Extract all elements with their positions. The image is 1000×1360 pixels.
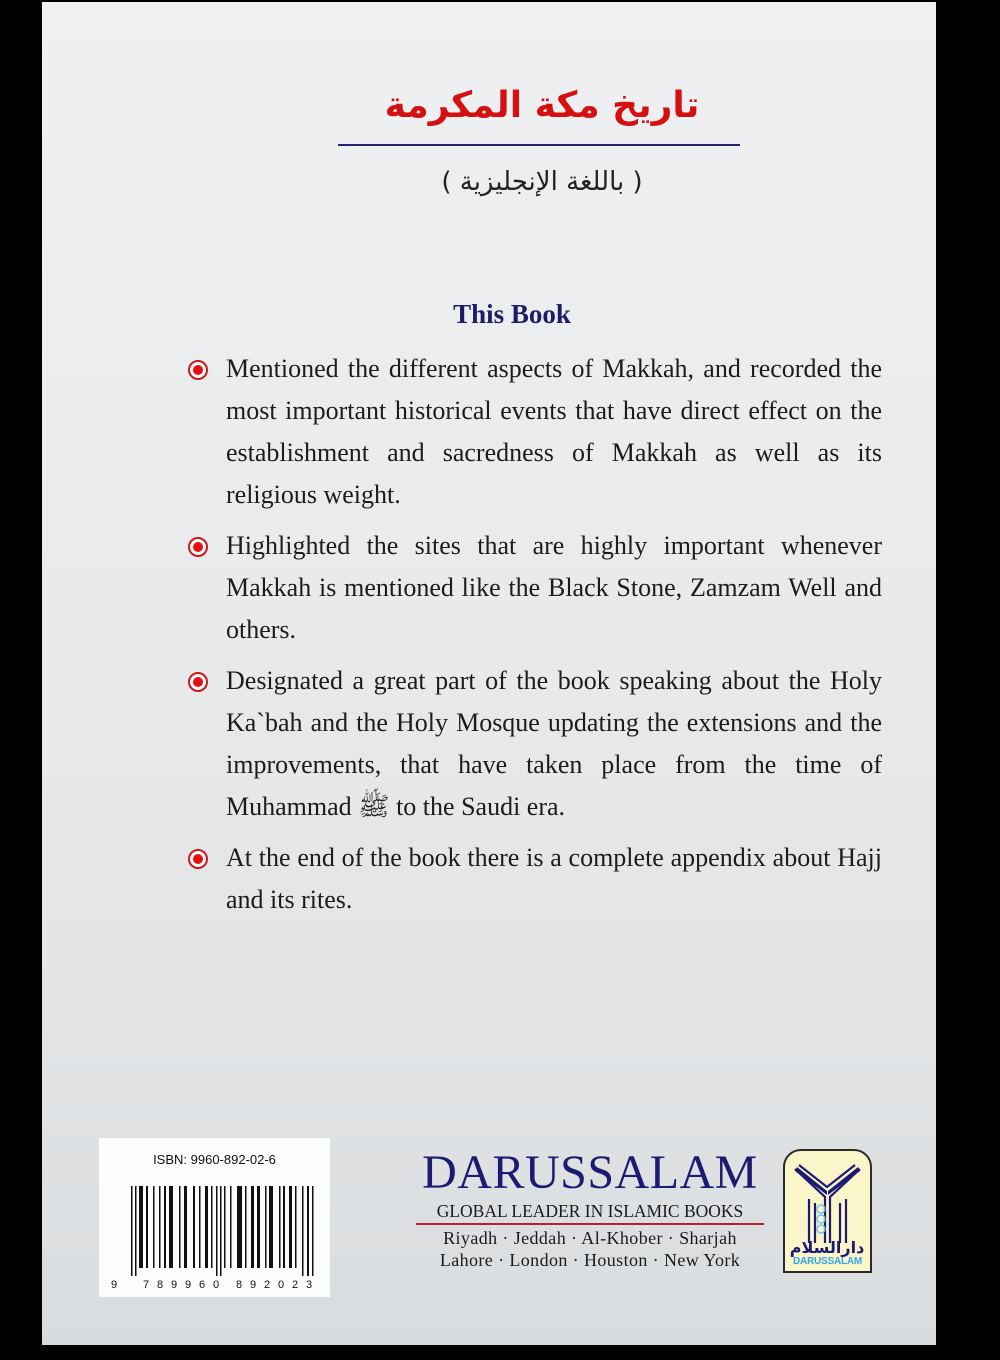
feature-text: Mentioned the different aspects of Makkah, and recorded the most important historical events that have direct effect on the establishment and sacredness of Makkah as well as its religious weight.: [226, 354, 882, 509]
open-book-icon: [785, 1151, 870, 1271]
feature-text: Designated a great part of the book speaking about the Holy Ka`bah and the Holy Mosque updating the extensions and the improvements, that have taken place from the time of Muhammad ﷺ to the Saudi era.: [226, 666, 882, 821]
feature-item: [182, 348, 882, 516]
publisher-name: DARUSSALAM: [422, 1146, 758, 1199]
barcode-label: [99, 1138, 330, 1297]
feature-text: At the end of the book there is a complete appendix about Hajj and its rites.: [226, 843, 882, 914]
svg-text:دارالسلام: دارالسلام: [789, 1238, 865, 1257]
barcode-digit: 9: [250, 1279, 257, 1291]
barcode-digit: 9: [171, 1279, 178, 1291]
red-bullet-icon: [188, 849, 208, 869]
isbn-text: ISBN: 9960-892-02-6: [153, 1152, 276, 1167]
publisher-cities-line2: Lahore · London · Houston · New York: [439, 1250, 741, 1270]
barcode-digit: 3: [306, 1279, 313, 1291]
publisher-logo: [783, 1149, 872, 1273]
publisher-block: [412, 1148, 768, 1271]
feature-item: [182, 525, 882, 651]
barcode-digit: 0: [278, 1279, 285, 1291]
barcode-digit: 7: [143, 1279, 150, 1291]
feature-item: [182, 660, 882, 828]
red-bullet-icon: [188, 672, 208, 692]
barcode-digit: 9: [111, 1279, 118, 1291]
section-heading: This Book: [453, 299, 571, 329]
barcode-digit: 2: [292, 1279, 299, 1291]
red-bullet-icon: [188, 360, 208, 380]
barcode-digit: 6: [199, 1279, 206, 1291]
red-bullet-icon: [188, 537, 208, 557]
barcode-digit: 2: [264, 1279, 271, 1291]
title-divider: [338, 144, 740, 146]
feature-item: [182, 837, 882, 921]
feature-list: [182, 348, 882, 930]
barcode-digit: 0: [213, 1279, 220, 1291]
barcode-digit: 9: [185, 1279, 192, 1291]
barcode-digit: 8: [236, 1279, 243, 1291]
publisher-tagline: GLOBAL LEADER IN ISLAMIC BOOKS: [436, 1201, 744, 1221]
barcode-icon: [129, 1186, 319, 1276]
logo-label: DARUSSALAM: [792, 1256, 863, 1267]
arabic-subtitle: ( باللغة الإنجليزية ): [441, 167, 643, 197]
tagline-divider: [416, 1223, 764, 1225]
publisher-cities-line1: Riyadh · Jeddah · Al-Khober · Sharjah: [443, 1228, 737, 1248]
feature-text: Highlighted the sites that are highly important whenever Makkah is mentioned like the Black Stone, Zamzam Well and others.: [226, 531, 882, 644]
arabic-title: تاريخ مكة المكرمة: [384, 85, 700, 126]
barcode-digit: 8: [157, 1279, 164, 1291]
